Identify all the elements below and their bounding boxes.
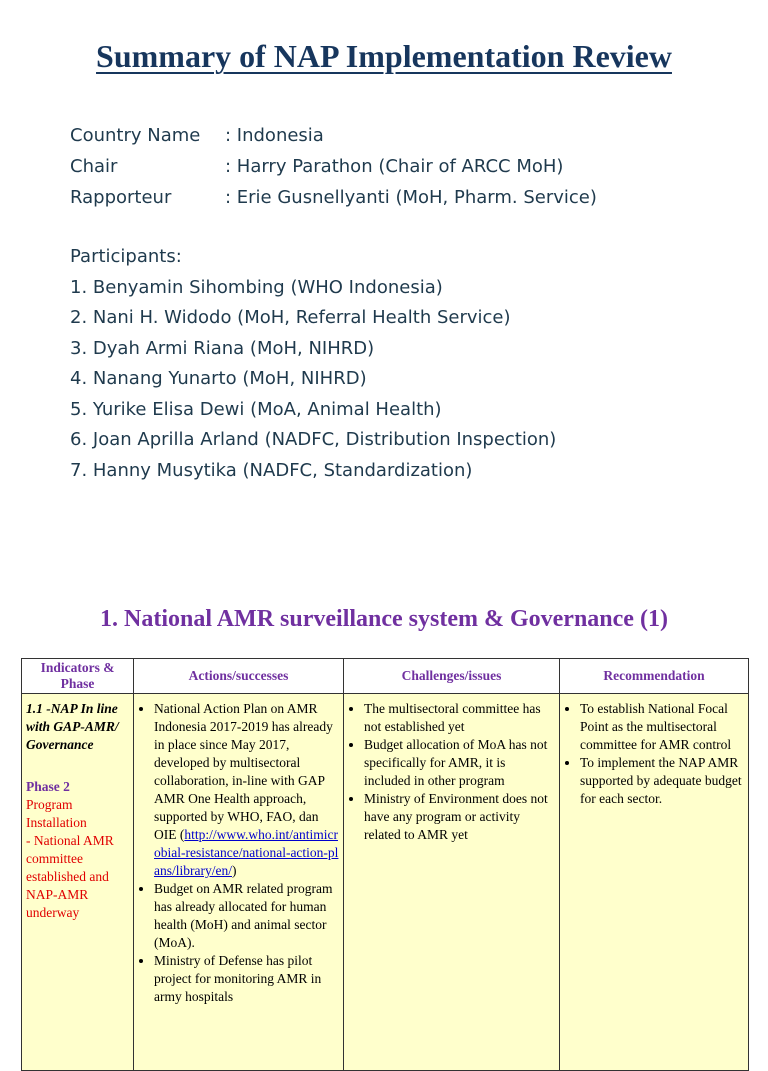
header-challenges: Challenges/issues [344, 659, 560, 694]
indicator-title: 1.1 -NAP In line with GAP-AMR/ Governance [26, 701, 119, 752]
header-actions: Actions/successes [134, 659, 344, 694]
section-title: 1. National AMR surveillance system & Governance (1) [100, 606, 668, 632]
table-header-row [22, 659, 749, 694]
participant-item: 2. Nani H. Widodo (MoH, Referral Health Service) [70, 307, 511, 328]
challenge-item: • Ministry of Environment does not have any program or activity related to AMR yet [364, 790, 555, 844]
rapporteur-label: Rapporteur [70, 187, 172, 208]
review-table [21, 658, 749, 1071]
actions-cell [134, 694, 344, 1071]
challenges-list [348, 700, 555, 844]
challenge-item: • The multisectoral committee has not established yet [364, 700, 555, 736]
recommendation-list [564, 700, 744, 808]
action-item: • Ministry of Defense has pilot project for monitoring AMR in army hospitals [154, 952, 339, 1006]
challenges-cell [344, 694, 560, 1071]
table-row [22, 694, 749, 1071]
action-item-close: ) [231, 863, 237, 878]
action-item [154, 700, 339, 880]
country-value: : Indonesia [225, 125, 324, 146]
country-label: Country Name [70, 125, 201, 146]
participant-item: 3. Dyah Armi Riana (MoH, NIHRD) [70, 337, 375, 359]
page-title: Summary of NAP Implementation Review [96, 38, 672, 74]
chair-label: Chair [70, 156, 118, 177]
chair-value: : Harry Parathon (Chair of ARCC MoH) [225, 156, 564, 177]
action-item-text: National Action Plan on AMR Indonesia 2017-2019 has already in place since May 2017, developed by multisectoral collaboration, in-line with GAP AMR One Health approach, supported by WHO, FAO, dan OIE ( [154, 701, 333, 842]
recommendation-item: • To implement the NAP AMR supported by adequate budget for each sector. [580, 754, 744, 808]
recommendation-item: • To establish National Focal Point as the multisectoral committee for AMR control [580, 700, 744, 754]
participants-section [70, 242, 556, 486]
participants-list [70, 273, 556, 487]
indicator-cell [22, 694, 134, 1071]
actions-list [138, 700, 339, 1006]
country-row [70, 120, 597, 151]
participant-item: 6. Joan Aprilla Arland (NADFC, Distribution Inspection) [70, 429, 557, 450]
action-item: • Budget on AMR related program has already allocated for human health (MoH) and animal sector (MoA). [154, 880, 339, 952]
rapporteur-row [70, 182, 597, 213]
indicator-detail-installation: Program Installation [26, 797, 87, 830]
participants-heading: Participants: [70, 246, 182, 267]
nap-library-link[interactable]: http://www.who.int/antimicrobial-resistance/national-action-plans/library/en/ [154, 827, 339, 878]
chair-row [70, 151, 597, 182]
rapporteur-value: : Erie Gusnellyanti (MoH, Pharm. Service) [225, 187, 597, 208]
header-recommendation: Recommendation [560, 659, 749, 694]
participant-item: 7. Hanny Musytika (NADFC, Standardization) [70, 459, 473, 481]
participant-item: 4. Nanang Yunarto (MoH, NIHRD) [70, 368, 367, 389]
header-indicators: Indicators & Phase [22, 659, 134, 694]
challenge-item: • Budget allocation of MoA has not specifically for AMR, it is included in other program [364, 736, 555, 790]
participant-item: 5. Yurike Elisa Dewi (MoA, Animal Health) [70, 398, 442, 420]
review-info [70, 120, 597, 213]
recommendation-cell [560, 694, 749, 1071]
indicator-detail-committee: - National AMR committee established and NAP-AMR underway [26, 833, 114, 920]
indicator-phase: Phase 2 [26, 779, 70, 794]
participant-item: 1. Benyamin Sihombing (WHO Indonesia) [70, 276, 443, 298]
